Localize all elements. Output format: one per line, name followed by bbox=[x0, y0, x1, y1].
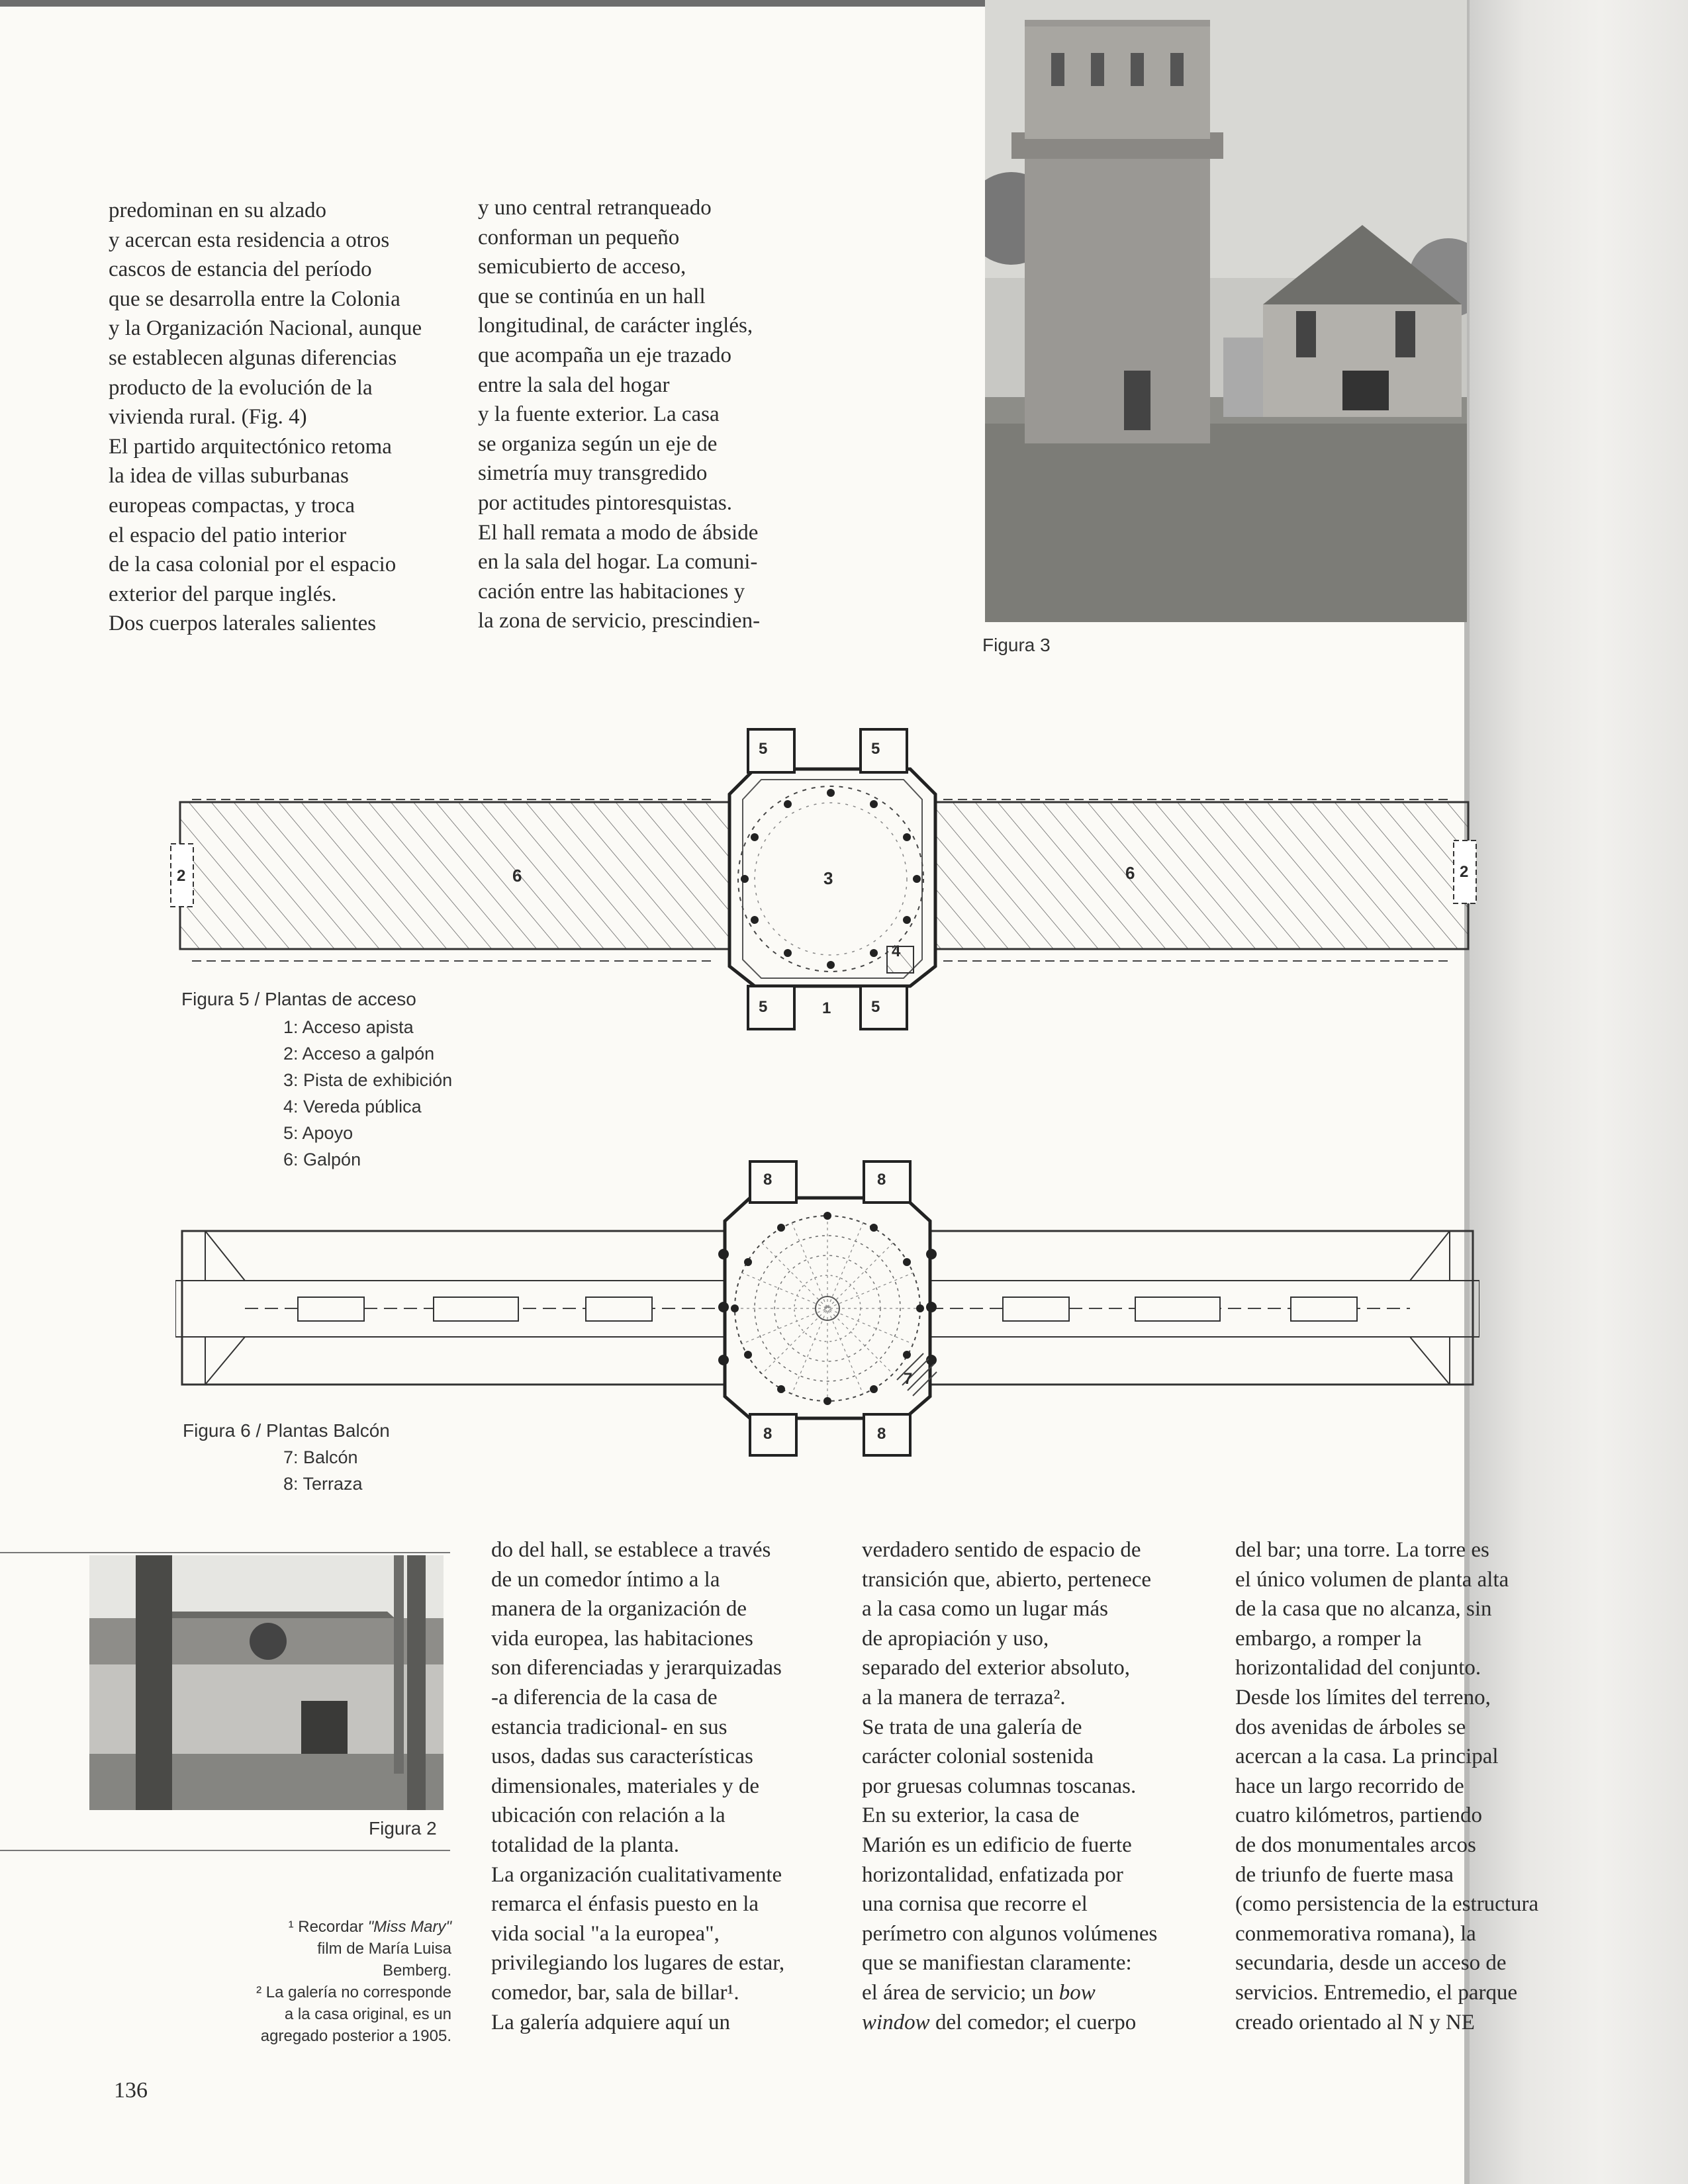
text-column-3: do del hall, se establece a través de un comedor íntimo a la manera de la organización de vida europea, las habitaciones son diferenciadas y jerarquizadas -a diferencia de la casa de estancia tradicional- en sus usos, dadas sus características dimensionales, materiales y de ubicación con relación a la totalidad de la planta. La organización cualitativamente remarca el énfasis puesto en la vida social "a la europea", privilegiando los lugares de estar, comedor, bar, sala de billar¹. La galería adquiere aquí un bbox=[491, 1538, 785, 2034]
plan5-label-5a: 5 bbox=[759, 740, 768, 758]
plan5-label-6a: 6 bbox=[512, 866, 522, 886]
plan5-label-5d: 5 bbox=[871, 998, 880, 1016]
lower-left-rule bbox=[0, 1552, 450, 1553]
text-column-2: y uno central retranqueado conforman un pequeño semicubierto de acceso, que se continúa en un hall longitudinal, de carácter inglés, que acompaña un eje trazado entre la sala del hogar y la fuente exterior. La casa se organiza según un eje de simetría muy transgredido por actitudes pintoresquistas. El hall remata a modo de ábside en la sala del hogar. La comuni- cación entre las habitaciones y la zona de servicio, prescindien- bbox=[478, 196, 761, 633]
footnotes: ¹ Recordar "Miss Mary" film de María Luisa Bemberg. ² La galería no corresponde a la casa original, es un agregado posterior a 1905. bbox=[256, 1918, 451, 2045]
figure-6-title: Figura 6 / Plantas Balcón bbox=[183, 1420, 390, 1441]
plan6-label-8d: 8 bbox=[877, 1425, 886, 1443]
plan6-label-8c: 8 bbox=[763, 1425, 773, 1443]
figure-3-photo bbox=[985, 0, 1467, 622]
plan5-label-2b: 2 bbox=[1460, 863, 1469, 881]
figure-5-legend: 1: Acceso apista 2: Acceso a galpón 3: Pista de exhibición 4: Vereda pública 5: Apoyo 6: Galpón bbox=[283, 1017, 453, 1169]
plan6-label-8a: 8 bbox=[763, 1171, 773, 1189]
figure-3-caption: Figura 3 bbox=[982, 635, 1051, 655]
figure-2-photo bbox=[89, 1555, 444, 1810]
page-number: 136 bbox=[114, 2078, 148, 2103]
figure-6-legend: 7: Balcón 8: Terraza bbox=[283, 1447, 363, 1494]
plan5-label-4: 4 bbox=[892, 942, 901, 960]
plan5-label-5c: 5 bbox=[759, 998, 768, 1016]
text-column-1: predominan en su alzado y acercan esta residencia a otros cascos de estancia del período que se desarrolla entre la Colonia y la Organización Nacional, aunque se establecen algunas diferencias producto de la evolución de la vivienda rural. (Fig. 4) El partido arquitectónico retoma la idea de villas suburbanas europeas compactas, y troca el espacio del patio interior de la casa colonial por el espacio exterior del parque inglés. Dos cuerpos laterales salientes bbox=[109, 199, 422, 636]
plan5-label-1: 1 bbox=[822, 999, 831, 1017]
text-column-4: verdadero sentido de espacio de transición que, abierto, pertenece a la casa como un lugar más de apropiación y uso, separado del exterior absoluto, a la manera de terraza². Se trata de una galería de carácter colonial sostenida por gruesas columnas toscanas. En su exterior, la casa de Marión es un edificio de fuerte horizontalidad, enfatizada por una cornisa que recorre el perímetro con algunos volúmenes que se manifiestan claramente: el área de servicio; un bow window del comedor; el cuerpo bbox=[862, 1538, 1158, 2034]
footnote-1-prefix: ¹ Recordar bbox=[288, 1918, 368, 1936]
plan5-label-2a: 2 bbox=[177, 867, 186, 885]
figure-5-title: Figura 5 / Plantas de acceso bbox=[181, 989, 416, 1009]
figure-2-caption-rule bbox=[0, 1850, 450, 1851]
plan6-label-7: 7 bbox=[904, 1370, 913, 1388]
plan5-label-6b: 6 bbox=[1125, 863, 1135, 883]
plan6-label-8b: 8 bbox=[877, 1171, 886, 1189]
figure-2-caption: Figura 2 bbox=[369, 1818, 437, 1839]
footnote-1-title: "Miss Mary" bbox=[367, 1918, 451, 1936]
text-column-5: del bar; una torre. La torre es el único volumen de planta alta de la casa que no alcanza, sin embargo, a romper la horizontalidad del conjunto. Desde los límites del terreno, dos avenidas de árboles se acercan a la casa. La principal hace un largo recorrido de cuatro kilómetros, partiendo de dos monumentales arcos de triunfo de fuerte masa (como persistencia de la estructura conmemorativa romana), la secundaria, desde un acceso de servicios. Entremedio, el parque creado orientado al N y NE bbox=[1235, 1538, 1539, 2034]
plan5-label-5b: 5 bbox=[871, 740, 880, 758]
plan5-label-3: 3 bbox=[823, 868, 833, 888]
